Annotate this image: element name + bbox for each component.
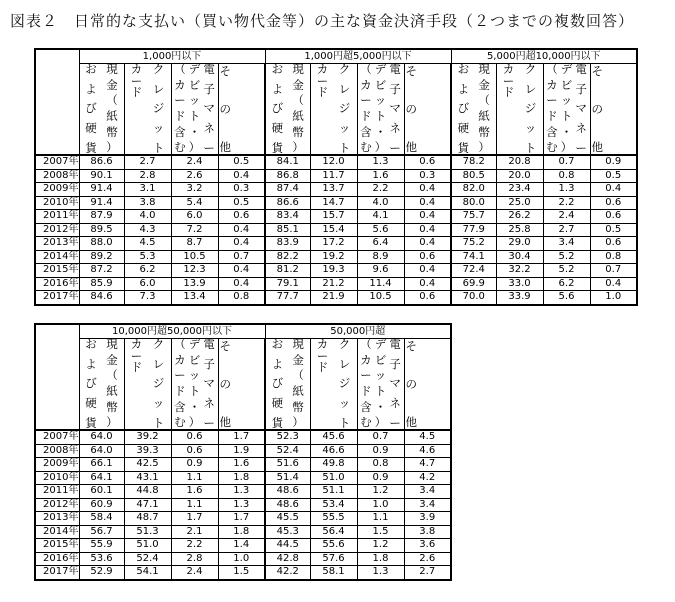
table-row (35, 250, 637, 264)
value-cell: 64.0 (79, 444, 124, 458)
table-row (35, 264, 637, 278)
value-cell: 39.3 (124, 444, 171, 458)
value-cell: 0.8 (357, 458, 404, 472)
col-header-cash: お よ び 硬 貨 現 金 （ 紙 幣 ） (451, 64, 496, 156)
value-cell: 17.2 (310, 237, 357, 251)
col-header-credit-card: カ ー ド ク レ ジ ッ ト (310, 64, 357, 156)
value-cell: 0.9 (357, 471, 404, 485)
value-cell: 4.3 (124, 223, 171, 237)
value-cell: 1.1 (357, 512, 404, 526)
col-header-debit-emoney: （ カ ー ド 含 む デ ビ ッ ト ・ ） 電 子 マ ネ ー (171, 339, 218, 431)
value-cell: 49.8 (310, 458, 357, 472)
value-cell: 2.4 (543, 210, 590, 224)
value-cell: 0.7 (357, 430, 404, 444)
value-cell: 21.2 (310, 277, 357, 291)
value-cell: 1.7 (218, 512, 265, 526)
value-cell: 0.4 (218, 237, 265, 251)
group-header: 10,000円超50,000円以下 (79, 324, 265, 339)
value-cell: 44.5 (265, 539, 310, 553)
table-bottom (34, 323, 452, 581)
value-cell: 1.8 (218, 525, 265, 539)
value-cell: 0.6 (404, 291, 451, 305)
table-row (35, 237, 637, 251)
value-cell: 0.8 (218, 291, 265, 305)
value-cell: 51.1 (310, 485, 357, 499)
year-cell: 2014年 (35, 250, 79, 264)
value-cell: 0.4 (218, 277, 265, 291)
value-cell: 3.6 (404, 539, 451, 553)
value-cell: 1.1 (171, 471, 218, 485)
col-header-other: そ の 他 (404, 64, 451, 156)
value-cell: 5.6 (357, 223, 404, 237)
table-row (35, 430, 451, 444)
value-cell: 66.1 (79, 458, 124, 472)
value-cell: 0.4 (218, 169, 265, 183)
group-header: 1,000円超5,000円以下 (265, 49, 451, 64)
year-cell: 2009年 (35, 183, 79, 197)
value-cell: 0.7 (543, 155, 590, 169)
value-cell: 0.5 (218, 155, 265, 169)
value-cell: 2.8 (124, 169, 171, 183)
value-cell: 42.8 (265, 552, 310, 566)
value-cell: 85.1 (265, 223, 310, 237)
year-cell: 2013年 (35, 512, 79, 526)
value-cell: 33.9 (496, 291, 543, 305)
col-header-debit-emoney: （ カ ー ド 含 む デ ビ ッ ト ・ ） 電 子 マ ネ ー (171, 64, 218, 156)
value-cell: 0.3 (404, 169, 451, 183)
value-cell: 20.8 (496, 155, 543, 169)
value-cell: 56.7 (79, 525, 124, 539)
value-cell: 70.0 (451, 291, 496, 305)
value-cell: 10.5 (357, 291, 404, 305)
value-cell: 30.4 (496, 250, 543, 264)
value-cell: 51.4 (265, 471, 310, 485)
value-cell: 3.9 (404, 512, 451, 526)
col-header-credit-card: カ ー ド ク レ ジ ッ ト (124, 339, 171, 431)
value-cell: 0.4 (404, 237, 451, 251)
value-cell: 55.6 (310, 539, 357, 553)
value-cell: 0.9 (357, 444, 404, 458)
value-cell: 46.6 (310, 444, 357, 458)
year-cell: 2009年 (35, 458, 79, 472)
value-cell: 20.0 (496, 169, 543, 183)
year-cell: 2017年 (35, 291, 79, 305)
col-header-cash: お よ び 硬 貨 現 金 （ 紙 幣 ） (79, 339, 124, 431)
value-cell: 33.0 (496, 277, 543, 291)
value-cell: 48.6 (265, 498, 310, 512)
value-cell: 5.4 (171, 196, 218, 210)
value-cell: 1.2 (357, 485, 404, 499)
value-cell: 3.1 (124, 183, 171, 197)
value-cell: 87.9 (79, 210, 124, 224)
value-cell: 13.4 (171, 291, 218, 305)
value-cell: 82.2 (265, 250, 310, 264)
value-cell: 26.2 (496, 210, 543, 224)
table-row (35, 155, 637, 169)
value-cell: 78.2 (451, 155, 496, 169)
value-cell: 77.7 (265, 291, 310, 305)
value-cell: 11.7 (310, 169, 357, 183)
value-cell: 0.3 (218, 183, 265, 197)
value-cell: 1.3 (218, 485, 265, 499)
value-cell: 51.0 (124, 539, 171, 553)
value-cell: 86.6 (79, 155, 124, 169)
value-cell: 21.9 (310, 291, 357, 305)
table-row (35, 183, 637, 197)
col-header-debit-emoney: （ カ ー ド 含 む デ ビ ッ ト ・ ） 電 子 マ ネ ー (543, 64, 590, 156)
value-cell: 75.7 (451, 210, 496, 224)
value-cell: 44.8 (124, 485, 171, 499)
value-cell: 0.6 (590, 210, 637, 224)
value-cell: 23.4 (496, 183, 543, 197)
value-cell: 56.4 (310, 525, 357, 539)
value-cell: 5.2 (543, 264, 590, 278)
group-header: 5,000円超10,000円以下 (451, 49, 637, 64)
value-cell: 3.4 (543, 237, 590, 251)
table-row (35, 471, 451, 485)
value-cell: 2.4 (171, 155, 218, 169)
value-cell: 0.4 (404, 183, 451, 197)
value-cell: 69.9 (451, 277, 496, 291)
value-cell: 88.0 (79, 237, 124, 251)
value-cell: 52.4 (124, 552, 171, 566)
year-cell: 2011年 (35, 210, 79, 224)
value-cell: 1.8 (357, 552, 404, 566)
value-cell: 3.2 (171, 183, 218, 197)
year-cell: 2008年 (35, 444, 79, 458)
value-cell: 1.0 (590, 291, 637, 305)
value-cell: 83.4 (265, 210, 310, 224)
value-cell: 48.6 (265, 485, 310, 499)
value-cell: 1.1 (171, 498, 218, 512)
value-cell: 3.8 (404, 525, 451, 539)
value-cell: 45.6 (310, 430, 357, 444)
value-cell: 1.6 (357, 169, 404, 183)
year-cell: 2013年 (35, 237, 79, 251)
col-header-cash: お よ び 硬 貨 現 金 （ 紙 幣 ） (265, 64, 310, 156)
value-cell: 64.0 (79, 430, 124, 444)
corner-cell (35, 324, 79, 430)
value-cell: 5.3 (124, 250, 171, 264)
year-cell: 2007年 (35, 155, 79, 169)
value-cell: 47.1 (124, 498, 171, 512)
value-cell: 0.4 (218, 223, 265, 237)
value-cell: 2.8 (171, 552, 218, 566)
value-cell: 4.0 (357, 196, 404, 210)
value-cell: 45.3 (265, 525, 310, 539)
value-cell: 15.7 (310, 210, 357, 224)
value-cell: 60.9 (79, 498, 124, 512)
table-row (35, 210, 637, 224)
value-cell: 58.4 (79, 512, 124, 526)
value-cell: 89.2 (79, 250, 124, 264)
value-cell: 13.7 (310, 183, 357, 197)
year-cell: 2011年 (35, 485, 79, 499)
value-cell: 14.7 (310, 196, 357, 210)
value-cell: 91.4 (79, 196, 124, 210)
year-cell: 2010年 (35, 196, 79, 210)
value-cell: 1.3 (218, 498, 265, 512)
value-cell: 86.8 (265, 169, 310, 183)
value-cell: 1.3 (543, 183, 590, 197)
value-cell: 84.1 (265, 155, 310, 169)
value-cell: 8.7 (171, 237, 218, 251)
value-cell: 6.2 (543, 277, 590, 291)
value-cell: 1.6 (218, 458, 265, 472)
value-cell: 43.1 (124, 471, 171, 485)
value-cell: 87.2 (79, 264, 124, 278)
year-cell: 2008年 (35, 169, 79, 183)
table-row (35, 169, 637, 183)
year-cell: 2016年 (35, 277, 79, 291)
table-row (35, 277, 637, 291)
value-cell: 1.9 (218, 444, 265, 458)
value-cell: 1.2 (357, 539, 404, 553)
year-cell: 2007年 (35, 430, 79, 444)
year-cell: 2010年 (35, 471, 79, 485)
value-cell: 2.6 (404, 552, 451, 566)
value-cell: 2.7 (124, 155, 171, 169)
table-row (35, 552, 451, 566)
value-cell: 0.5 (218, 196, 265, 210)
value-cell: 1.7 (171, 512, 218, 526)
value-cell: 60.1 (79, 485, 124, 499)
value-cell: 1.4 (218, 539, 265, 553)
value-cell: 72.4 (451, 264, 496, 278)
value-cell: 0.8 (590, 250, 637, 264)
value-cell: 81.2 (265, 264, 310, 278)
table-row (35, 566, 451, 580)
table-row (35, 458, 451, 472)
value-cell: 86.6 (265, 196, 310, 210)
value-cell: 1.3 (357, 566, 404, 580)
value-cell: 0.4 (404, 264, 451, 278)
value-cell: 0.6 (590, 237, 637, 251)
table-row (35, 498, 451, 512)
table-row (35, 512, 451, 526)
value-cell: 0.7 (218, 250, 265, 264)
value-cell: 12.0 (310, 155, 357, 169)
value-cell: 80.5 (451, 169, 496, 183)
page-title: 図表２ 日常的な支払い（買い物代金等）の主な資金決済手段（２つまでの複数回答） (10, 12, 635, 30)
year-cell: 2016年 (35, 552, 79, 566)
table-row (35, 485, 451, 499)
value-cell: 1.0 (357, 498, 404, 512)
value-cell: 0.6 (404, 155, 451, 169)
value-cell: 0.4 (590, 277, 637, 291)
col-header-credit-card: カ ー ド ク レ ジ ッ ト (124, 64, 171, 156)
value-cell: 87.4 (265, 183, 310, 197)
value-cell: 6.0 (171, 210, 218, 224)
col-header-other: そ の 他 (404, 339, 451, 431)
value-cell: 15.4 (310, 223, 357, 237)
value-cell: 55.5 (310, 512, 357, 526)
col-header-credit-card: カ ー ド ク レ ジ ッ ト (496, 64, 543, 156)
value-cell: 4.5 (124, 237, 171, 251)
value-cell: 5.6 (543, 291, 590, 305)
value-cell: 82.0 (451, 183, 496, 197)
value-cell: 3.4 (404, 485, 451, 499)
value-cell: 52.4 (265, 444, 310, 458)
value-cell: 0.6 (404, 250, 451, 264)
value-cell: 42.5 (124, 458, 171, 472)
value-cell: 0.9 (590, 155, 637, 169)
value-cell: 0.5 (590, 169, 637, 183)
col-header-credit-card: カ ー ド ク レ ジ ッ ト (310, 339, 357, 431)
value-cell: 0.6 (171, 444, 218, 458)
value-cell: 42.2 (265, 566, 310, 580)
year-cell: 2012年 (35, 223, 79, 237)
table-row (35, 196, 637, 210)
value-cell: 0.9 (171, 458, 218, 472)
value-cell: 32.2 (496, 264, 543, 278)
group-header: 1,000円以下 (79, 49, 265, 64)
value-cell: 0.4 (404, 223, 451, 237)
value-cell: 0.5 (590, 223, 637, 237)
value-cell: 90.1 (79, 169, 124, 183)
value-cell: 74.1 (451, 250, 496, 264)
value-cell: 1.0 (218, 552, 265, 566)
value-cell: 0.6 (218, 210, 265, 224)
value-cell: 2.2 (171, 539, 218, 553)
value-cell: 0.8 (543, 169, 590, 183)
value-cell: 2.4 (171, 566, 218, 580)
value-cell: 1.3 (357, 155, 404, 169)
value-cell: 10.5 (171, 250, 218, 264)
col-header-debit-emoney: （ カ ー ド 含 む デ ビ ッ ト ・ ） 電 子 マ ネ ー (357, 339, 404, 431)
value-cell: 7.2 (171, 223, 218, 237)
year-cell: 2015年 (35, 264, 79, 278)
value-cell: 89.5 (79, 223, 124, 237)
value-cell: 4.1 (357, 210, 404, 224)
value-cell: 3.8 (124, 196, 171, 210)
value-cell: 79.1 (265, 277, 310, 291)
value-cell: 48.7 (124, 512, 171, 526)
year-cell: 2014年 (35, 525, 79, 539)
value-cell: 7.3 (124, 291, 171, 305)
value-cell: 83.9 (265, 237, 310, 251)
value-cell: 5.2 (543, 250, 590, 264)
value-cell: 4.6 (404, 444, 451, 458)
value-cell: 19.2 (310, 250, 357, 264)
value-cell: 0.4 (218, 264, 265, 278)
value-cell: 4.7 (404, 458, 451, 472)
value-cell: 84.6 (79, 291, 124, 305)
group-header: 50,000円超 (265, 324, 451, 339)
value-cell: 29.0 (496, 237, 543, 251)
value-cell: 0.7 (590, 264, 637, 278)
value-cell: 4.5 (404, 430, 451, 444)
value-cell: 54.1 (124, 566, 171, 580)
value-cell: 0.6 (171, 430, 218, 444)
value-cell: 91.4 (79, 183, 124, 197)
value-cell: 51.0 (310, 471, 357, 485)
col-header-other: そ の 他 (218, 64, 265, 156)
value-cell: 9.6 (357, 264, 404, 278)
value-cell: 0.4 (404, 196, 451, 210)
col-header-debit-emoney: （ カ ー ド 含 む デ ビ ッ ト ・ ） 電 子 マ ネ ー (357, 64, 404, 156)
value-cell: 1.6 (171, 485, 218, 499)
value-cell: 8.9 (357, 250, 404, 264)
value-cell: 58.1 (310, 566, 357, 580)
value-cell: 1.8 (218, 471, 265, 485)
value-cell: 0.6 (590, 196, 637, 210)
col-header-other: そ の 他 (590, 64, 637, 156)
value-cell: 45.5 (265, 512, 310, 526)
value-cell: 53.4 (310, 498, 357, 512)
value-cell: 75.2 (451, 237, 496, 251)
value-cell: 19.3 (310, 264, 357, 278)
value-cell: 85.9 (79, 277, 124, 291)
value-cell: 57.6 (310, 552, 357, 566)
value-cell: 25.0 (496, 196, 543, 210)
table-top (34, 48, 638, 306)
value-cell: 55.9 (79, 539, 124, 553)
value-cell: 3.4 (404, 498, 451, 512)
value-cell: 6.2 (124, 264, 171, 278)
value-cell: 2.6 (171, 169, 218, 183)
table-row (35, 223, 637, 237)
value-cell: 2.2 (543, 196, 590, 210)
year-cell: 2017年 (35, 566, 79, 580)
value-cell: 80.0 (451, 196, 496, 210)
value-cell: 2.7 (404, 566, 451, 580)
value-cell: 0.4 (404, 210, 451, 224)
year-cell: 2015年 (35, 539, 79, 553)
corner-cell (35, 49, 79, 155)
value-cell: 64.1 (79, 471, 124, 485)
value-cell: 1.5 (357, 525, 404, 539)
value-cell: 25.8 (496, 223, 543, 237)
value-cell: 52.9 (79, 566, 124, 580)
value-cell: 13.9 (171, 277, 218, 291)
value-cell: 0.4 (404, 277, 451, 291)
table-row (35, 444, 451, 458)
value-cell: 2.7 (543, 223, 590, 237)
value-cell: 0.4 (590, 183, 637, 197)
value-cell: 51.6 (265, 458, 310, 472)
table-row (35, 291, 637, 305)
value-cell: 2.1 (171, 525, 218, 539)
value-cell: 77.9 (451, 223, 496, 237)
value-cell: 1.5 (218, 566, 265, 580)
table-row (35, 525, 451, 539)
value-cell: 39.2 (124, 430, 171, 444)
value-cell: 1.7 (218, 430, 265, 444)
year-cell: 2012年 (35, 498, 79, 512)
table-row (35, 539, 451, 553)
value-cell: 6.4 (357, 237, 404, 251)
value-cell: 11.4 (357, 277, 404, 291)
value-cell: 6.0 (124, 277, 171, 291)
col-header-other: そ の 他 (218, 339, 265, 431)
value-cell: 4.2 (404, 471, 451, 485)
value-cell: 52.3 (265, 430, 310, 444)
value-cell: 4.0 (124, 210, 171, 224)
value-cell: 53.6 (79, 552, 124, 566)
value-cell: 2.2 (357, 183, 404, 197)
value-cell: 51.3 (124, 525, 171, 539)
col-header-cash: お よ び 硬 貨 現 金 （ 紙 幣 ） (265, 339, 310, 431)
value-cell: 12.3 (171, 264, 218, 278)
col-header-cash: お よ び 硬 貨 現 金 （ 紙 幣 ） (79, 64, 124, 156)
